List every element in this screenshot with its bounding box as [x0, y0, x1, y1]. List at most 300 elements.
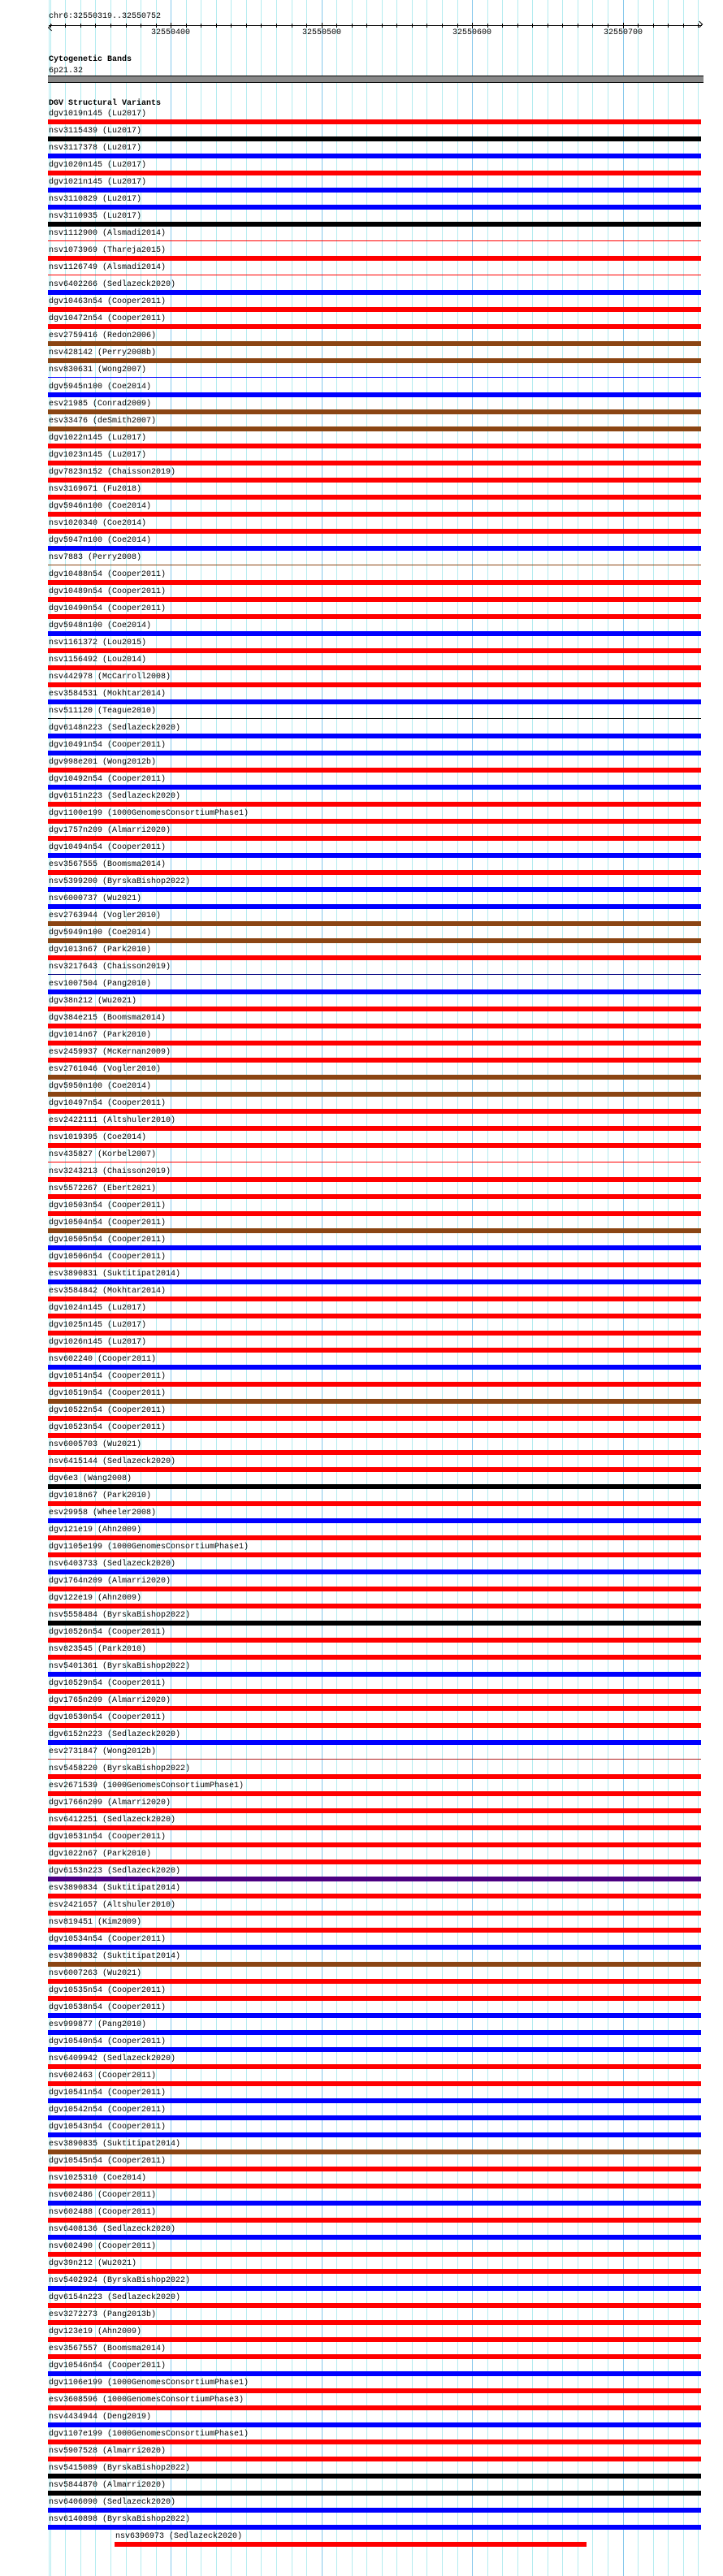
- sv-feature-row[interactable]: [0, 807, 723, 825]
- sv-feature-label[interactable]: esv3567555 (Boomsma2014): [49, 860, 167, 869]
- sv-feature-bar[interactable]: [48, 478, 701, 483]
- sv-feature-row[interactable]: [0, 296, 723, 313]
- sv-feature-bar[interactable]: [48, 2098, 701, 2103]
- sv-feature-row[interactable]: [0, 1353, 723, 1370]
- sv-feature-label[interactable]: dgv5945n100 (Coe2014): [49, 383, 152, 392]
- sv-feature-label[interactable]: esv2761046 (Vogler2010): [49, 1065, 162, 1074]
- sv-feature-bar[interactable]: [48, 1211, 701, 1216]
- sv-feature-label[interactable]: dgv10526n54 (Cooper2011): [49, 1628, 167, 1637]
- sv-feature-row[interactable]: [0, 1968, 723, 1985]
- sv-feature-label[interactable]: nsv5558484 (ByrskaBishop2022): [49, 1611, 191, 1620]
- sv-feature-bar[interactable]: [48, 1911, 701, 1916]
- sv-feature-row[interactable]: [0, 671, 723, 688]
- sv-feature-label[interactable]: dgv5948n100 (Coe2014): [49, 621, 152, 630]
- sv-feature-label[interactable]: nsv1156492 (Lou2014): [49, 656, 147, 665]
- sv-feature-bar[interactable]: [48, 1314, 701, 1318]
- sv-feature-row[interactable]: [0, 1541, 723, 1558]
- sv-feature-label[interactable]: dgv6153n223 (Sedlazeck2020): [49, 1867, 181, 1876]
- sv-feature-row[interactable]: [0, 2019, 723, 2036]
- sv-feature-label[interactable]: nsv602488 (Cooper2011): [49, 2208, 157, 2217]
- sv-feature-label[interactable]: nsv3169671 (Fu2018): [49, 485, 142, 494]
- sv-feature-label[interactable]: esv3890832 (Suktitipat2014): [49, 1952, 181, 1961]
- sv-feature-row[interactable]: [0, 1115, 723, 1132]
- sv-feature-row[interactable]: [0, 1985, 723, 2002]
- sv-feature-label[interactable]: nsv602486 (Cooper2011): [49, 2191, 157, 2200]
- sv-feature-label[interactable]: esv33476 (deSmith2007): [49, 417, 157, 426]
- sv-feature-row[interactable]: [0, 2172, 723, 2189]
- sv-feature-label[interactable]: dgv6152n223 (Sedlazeck2020): [49, 1730, 181, 1739]
- sv-feature-bar[interactable]: [48, 1808, 701, 1813]
- sv-feature-bar[interactable]: [48, 2184, 701, 2189]
- sv-feature-bar[interactable]: [48, 1759, 701, 1760]
- sv-feature-row[interactable]: [0, 2360, 723, 2377]
- sv-feature-bar[interactable]: [48, 324, 701, 329]
- sv-feature-bar[interactable]: [48, 1433, 701, 1438]
- sv-feature-row[interactable]: [0, 2087, 723, 2104]
- sv-feature-label[interactable]: dgv6154n223 (Sedlazeck2020): [49, 2293, 181, 2302]
- sv-feature-label[interactable]: esv2421657 (Altshuler2010): [49, 1901, 176, 1910]
- sv-feature-label[interactable]: dgv998e201 (Wong2012b): [49, 758, 157, 767]
- sv-feature-row[interactable]: [0, 1473, 723, 1490]
- sv-feature-label[interactable]: nsv6140898 (ByrskaBishop2022): [49, 2515, 191, 2524]
- sv-feature-bar[interactable]: [48, 205, 701, 210]
- sv-feature-label[interactable]: dgv6e3 (Wang2008): [49, 1474, 132, 1483]
- sv-feature-row[interactable]: [0, 1729, 723, 1746]
- sv-feature-bar[interactable]: [48, 154, 701, 158]
- sv-feature-row[interactable]: [0, 227, 723, 245]
- sv-feature-label[interactable]: nsv1019395 (Coe2014): [49, 1133, 147, 1142]
- sv-feature-bar[interactable]: [48, 2201, 701, 2206]
- sv-feature-row[interactable]: [0, 1848, 723, 1865]
- sv-feature-bar[interactable]: [48, 1348, 701, 1353]
- sv-feature-label[interactable]: dgv1764n209 (Almarri2020): [49, 1577, 171, 1586]
- sv-feature-row[interactable]: [0, 1183, 723, 1200]
- sv-feature-label[interactable]: dgv10535n54 (Cooper2011): [49, 1986, 167, 1995]
- sv-feature-bar[interactable]: [48, 1416, 701, 1421]
- sv-feature-bar[interactable]: [48, 1143, 701, 1148]
- sv-feature-bar[interactable]: [48, 2064, 701, 2069]
- sv-feature-label[interactable]: nsv1161372 (Lou2015): [49, 639, 147, 647]
- sv-feature-label[interactable]: esv2731847 (Wong2012b): [49, 1747, 157, 1756]
- sv-feature-row[interactable]: [0, 1592, 723, 1609]
- sv-feature-row[interactable]: [0, 2138, 723, 2155]
- sv-feature-row[interactable]: [0, 1456, 723, 1473]
- sv-feature-row[interactable]: [0, 1643, 723, 1660]
- sv-feature-bar[interactable]: [48, 2371, 701, 2376]
- sv-feature-row[interactable]: [0, 995, 723, 1012]
- sv-feature-bar[interactable]: [48, 785, 701, 790]
- sv-feature-bar[interactable]: [48, 1109, 701, 1114]
- sv-feature-row[interactable]: [0, 637, 723, 654]
- sv-feature-label[interactable]: esv3584531 (Mokhtar2014): [49, 690, 167, 699]
- sv-feature-row[interactable]: [0, 1916, 723, 1933]
- sv-feature-row[interactable]: [0, 2036, 723, 2053]
- sv-feature-bar[interactable]: [48, 377, 701, 378]
- sv-feature-label[interactable]: dgv5946n100 (Coe2014): [49, 502, 152, 511]
- sv-feature-bar[interactable]: [48, 1041, 701, 1046]
- sv-feature-row[interactable]: [0, 1336, 723, 1353]
- sv-feature-label[interactable]: dgv123e19 (Ahn2009): [49, 2327, 142, 2336]
- sv-feature-label[interactable]: esv2459937 (McKernan2009): [49, 1048, 171, 1057]
- sv-feature-label[interactable]: dgv10519n54 (Cooper2011): [49, 1389, 167, 1398]
- sv-feature-bar[interactable]: [48, 1842, 701, 1847]
- sv-feature-bar[interactable]: [48, 1825, 701, 1830]
- sv-feature-bar[interactable]: [48, 1569, 701, 1574]
- sv-feature-bar[interactable]: [48, 1092, 701, 1097]
- sv-feature-row[interactable]: [0, 1558, 723, 1575]
- sv-feature-label[interactable]: dgv10543n54 (Cooper2011): [49, 2123, 167, 2132]
- sv-feature-row[interactable]: [0, 790, 723, 807]
- sv-feature-bar[interactable]: [48, 1382, 701, 1387]
- sv-feature-bar[interactable]: [48, 648, 701, 653]
- sv-feature-label[interactable]: esv1007504 (Pang2010): [49, 980, 152, 989]
- sv-feature-row[interactable]: [0, 1780, 723, 1797]
- sv-feature-bar[interactable]: [48, 580, 701, 585]
- sv-feature-row[interactable]: [0, 535, 723, 552]
- sv-feature-label[interactable]: dgv1020n145 (Lu2017): [49, 161, 147, 170]
- sv-feature-row[interactable]: [0, 1865, 723, 1882]
- sv-feature-label[interactable]: dgv5950n100 (Coe2014): [49, 1082, 152, 1091]
- sv-feature-row[interactable]: [0, 842, 723, 859]
- sv-feature-bar[interactable]: [48, 2269, 701, 2274]
- sv-feature-label[interactable]: dgv1107e199 (1000GenomesConsortiumPhase1): [49, 2430, 249, 2439]
- sv-feature-label[interactable]: dgv10491n54 (Cooper2011): [49, 741, 167, 750]
- sv-feature-bar[interactable]: [48, 2474, 701, 2479]
- sv-feature-label[interactable]: dgv1021n145 (Lu2017): [49, 178, 147, 187]
- sv-feature-row[interactable]: [0, 739, 723, 756]
- sv-feature-bar[interactable]: [48, 1467, 701, 1472]
- sv-feature-row[interactable]: [0, 1831, 723, 1848]
- sv-feature-row[interactable]: [0, 1388, 723, 1405]
- sv-feature-bar[interactable]: [48, 974, 701, 975]
- sv-feature-bar[interactable]: [48, 188, 701, 193]
- sv-feature-row[interactable]: [0, 262, 723, 279]
- sv-feature-label[interactable]: nsv6007263 (Wu2021): [49, 1969, 142, 1978]
- sv-feature-row[interactable]: [0, 2394, 723, 2411]
- sv-feature-row[interactable]: [0, 620, 723, 637]
- sv-feature-bar[interactable]: [48, 1740, 701, 1745]
- sv-feature-bar[interactable]: [48, 2030, 701, 2035]
- sv-feature-row[interactable]: [0, 1626, 723, 1643]
- sv-feature-row[interactable]: [0, 1660, 723, 1678]
- sv-feature-label[interactable]: esv29958 (Wheeler2008): [49, 1509, 157, 1517]
- sv-feature-bar[interactable]: [48, 2150, 701, 2154]
- sv-feature-label[interactable]: dgv1022n67 (Park2010): [49, 1850, 152, 1859]
- sv-feature-row[interactable]: [0, 159, 723, 176]
- sv-feature-label[interactable]: nsv1025310 (Coe2014): [49, 2174, 147, 2183]
- sv-feature-label[interactable]: nsv602240 (Cooper2011): [49, 1355, 157, 1364]
- sv-feature-label[interactable]: nsv5401361 (ByrskaBishop2022): [49, 1662, 191, 1671]
- sv-feature-row[interactable]: [0, 415, 723, 432]
- sv-feature-bar[interactable]: [48, 2525, 701, 2530]
- sv-feature-row[interactable]: [0, 961, 723, 978]
- sv-feature-row[interactable]: [0, 125, 723, 142]
- sv-feature-bar[interactable]: [48, 2286, 701, 2291]
- sv-feature-label[interactable]: dgv1765n209 (Almarri2020): [49, 1696, 171, 1705]
- sv-feature-row[interactable]: [0, 927, 723, 944]
- sv-feature-bar[interactable]: [48, 938, 701, 943]
- sv-feature-bar[interactable]: [48, 887, 701, 892]
- sv-feature-bar[interactable]: [48, 1706, 701, 1711]
- sv-feature-label[interactable]: nsv823545 (Park2010): [49, 1645, 147, 1654]
- sv-feature-label[interactable]: esv21985 (Conrad2009): [49, 400, 152, 409]
- sv-feature-row[interactable]: [0, 722, 723, 739]
- sv-feature-row[interactable]: [0, 2326, 723, 2343]
- sv-feature-row[interactable]: [0, 2309, 723, 2326]
- sv-feature-bar[interactable]: [48, 1979, 701, 1984]
- sv-feature-bar[interactable]: [48, 1126, 701, 1131]
- sv-feature-row[interactable]: [0, 245, 723, 262]
- sv-feature-bar[interactable]: [48, 1245, 701, 1250]
- sv-feature-label[interactable]: dgv10514n54 (Cooper2011): [49, 1372, 167, 1381]
- sv-feature-label[interactable]: nsv6412251 (Sedlazeck2020): [49, 1816, 176, 1825]
- sv-feature-row[interactable]: [0, 176, 723, 193]
- sv-feature-row[interactable]: [0, 705, 723, 722]
- sv-feature-row[interactable]: [0, 483, 723, 500]
- sv-feature-bar[interactable]: [48, 2218, 701, 2223]
- sv-feature-bar[interactable]: [48, 2508, 701, 2513]
- sv-feature-row[interactable]: [0, 1268, 723, 1285]
- sv-feature-bar[interactable]: [48, 1962, 701, 1967]
- sv-feature-bar[interactable]: [48, 1279, 701, 1284]
- sv-feature-label[interactable]: nsv6005703 (Wu2021): [49, 1440, 142, 1449]
- cytoband-bar[interactable]: [48, 76, 704, 83]
- sv-feature-bar[interactable]: [48, 409, 701, 414]
- sv-feature-bar[interactable]: [48, 597, 701, 602]
- sv-feature-label[interactable]: dgv1018n67 (Park2010): [49, 1491, 152, 1500]
- sv-feature-label[interactable]: dgv1022n145 (Lu2017): [49, 434, 147, 443]
- sv-feature-row[interactable]: [0, 1098, 723, 1115]
- sv-feature-label[interactable]: dgv10472n54 (Cooper2011): [49, 314, 167, 323]
- sv-feature-bar[interactable]: [48, 256, 701, 261]
- sv-feature-row[interactable]: [0, 756, 723, 773]
- sv-feature-row[interactable]: [0, 1422, 723, 1439]
- sv-feature-row[interactable]: [0, 859, 723, 876]
- sv-feature-bar[interactable]: [48, 1365, 701, 1370]
- sv-feature-row[interactable]: [0, 1524, 723, 1541]
- sv-feature-label[interactable]: dgv384e215 (Boomsma2014): [49, 1014, 167, 1023]
- sv-feature-label[interactable]: dgv10503n54 (Cooper2011): [49, 1201, 167, 1210]
- sv-feature-bar[interactable]: [48, 2115, 701, 2120]
- sv-feature-bar[interactable]: [48, 1177, 701, 1182]
- sv-feature-bar[interactable]: [48, 1774, 701, 1779]
- sv-feature-label[interactable]: dgv10540n54 (Cooper2011): [49, 2037, 167, 2046]
- sv-feature-row[interactable]: [0, 1763, 723, 1780]
- sv-feature-label[interactable]: nsv511120 (Teague2010): [49, 707, 157, 716]
- sv-feature-bar[interactable]: [48, 2440, 701, 2444]
- sv-feature-label[interactable]: esv3890834 (Suktitipat2014): [49, 1884, 181, 1893]
- sv-feature-row[interactable]: [0, 1370, 723, 1388]
- sv-feature-label[interactable]: dgv1014n67 (Park2010): [49, 1031, 152, 1040]
- sv-feature-row[interactable]: [0, 2155, 723, 2172]
- sv-feature-row[interactable]: [0, 2496, 723, 2513]
- sv-feature-bar[interactable]: [48, 819, 701, 824]
- sv-feature-label[interactable]: dgv10494n54 (Cooper2011): [49, 843, 167, 852]
- sv-feature-row[interactable]: [0, 1490, 723, 1507]
- sv-feature-row[interactable]: [0, 193, 723, 210]
- sv-feature-bar[interactable]: [48, 904, 701, 909]
- sv-feature-bar[interactable]: [48, 1058, 701, 1063]
- sv-feature-bar[interactable]: [48, 2132, 701, 2137]
- sv-feature-bar[interactable]: [48, 1552, 701, 1557]
- sv-feature-bar[interactable]: [48, 853, 701, 858]
- sv-feature-bar[interactable]: [48, 631, 701, 636]
- sv-feature-row[interactable]: [0, 2070, 723, 2087]
- sv-feature-bar[interactable]: [48, 307, 701, 312]
- sv-feature-row[interactable]: [0, 1132, 723, 1149]
- sv-feature-row[interactable]: [0, 330, 723, 347]
- sv-feature-row[interactable]: [0, 1302, 723, 1319]
- sv-feature-row[interactable]: [0, 398, 723, 415]
- sv-feature-bar[interactable]: [48, 358, 701, 363]
- sv-feature-row[interactable]: [0, 1319, 723, 1336]
- sv-feature-label[interactable]: dgv10546n54 (Cooper2011): [49, 2362, 167, 2370]
- sv-feature-label[interactable]: nsv6408136 (Sedlazeck2020): [49, 2225, 176, 2234]
- sv-feature-bar[interactable]: [48, 2354, 701, 2359]
- sv-feature-bar[interactable]: [48, 699, 701, 704]
- sv-feature-label[interactable]: dgv5949n100 (Coe2014): [49, 929, 152, 937]
- sv-feature-row[interactable]: [0, 2531, 723, 2548]
- sv-feature-label[interactable]: esv3890835 (Suktitipat2014): [49, 2140, 181, 2149]
- sv-feature-label[interactable]: dgv10545n54 (Cooper2011): [49, 2157, 167, 2166]
- sv-feature-row[interactable]: [0, 2445, 723, 2462]
- sv-feature-row[interactable]: [0, 500, 723, 517]
- sv-feature-row[interactable]: [0, 466, 723, 483]
- sv-feature-label[interactable]: dgv10531n54 (Cooper2011): [49, 1833, 167, 1842]
- sv-feature-bar[interactable]: [48, 1621, 701, 1626]
- sv-feature-bar[interactable]: [48, 2320, 701, 2325]
- sv-feature-label[interactable]: dgv10530n54 (Cooper2011): [49, 1713, 167, 1722]
- sv-feature-label[interactable]: esv3608596 (1000GenomesConsortiumPhase3): [49, 2396, 245, 2405]
- sv-feature-bar[interactable]: [48, 1484, 701, 1489]
- sv-feature-label[interactable]: dgv1106e199 (1000GenomesConsortiumPhase1): [49, 2379, 249, 2388]
- sv-feature-label[interactable]: dgv10490n54 (Cooper2011): [49, 604, 167, 613]
- sv-feature-bar[interactable]: [48, 2081, 701, 2086]
- sv-feature-row[interactable]: [0, 2240, 723, 2258]
- sv-feature-row[interactable]: [0, 2121, 723, 2138]
- sv-feature-row[interactable]: [0, 1933, 723, 1950]
- sv-feature-label[interactable]: nsv4434944 (Deng2019): [49, 2413, 152, 2422]
- sv-feature-bar[interactable]: [48, 1007, 701, 1011]
- sv-feature-row[interactable]: [0, 108, 723, 125]
- sv-feature-label[interactable]: dgv1757n209 (Almarri2020): [49, 826, 171, 835]
- sv-feature-bar[interactable]: [48, 1996, 701, 2001]
- coordinate-ruler[interactable]: [0, 0, 723, 41]
- sv-feature-label[interactable]: nsv602463 (Cooper2011): [49, 2072, 157, 2080]
- sv-feature-row[interactable]: [0, 2428, 723, 2445]
- sv-feature-bar[interactable]: [48, 1604, 701, 1608]
- sv-feature-row[interactable]: [0, 910, 723, 927]
- sv-feature-label[interactable]: nsv442978 (McCarroll2008): [49, 673, 171, 682]
- sv-feature-row[interactable]: [0, 432, 723, 449]
- sv-feature-label[interactable]: nsv602490 (Cooper2011): [49, 2242, 157, 2251]
- sv-feature-row[interactable]: [0, 552, 723, 569]
- sv-feature-bar[interactable]: [48, 2388, 701, 2393]
- sv-feature-label[interactable]: nsv1112900 (Alsmadi2014): [49, 229, 167, 238]
- sv-feature-bar[interactable]: [48, 2337, 701, 2342]
- sv-feature-row[interactable]: [0, 1285, 723, 1302]
- sv-feature-label[interactable]: nsv3117378 (Lu2017): [49, 144, 142, 153]
- sv-feature-label[interactable]: nsv5907528 (Almarri2020): [49, 2447, 167, 2456]
- sv-feature-bar[interactable]: [48, 1877, 701, 1881]
- sv-feature-bar[interactable]: [48, 2303, 701, 2308]
- sv-feature-bar[interactable]: [48, 1024, 701, 1028]
- sv-feature-row[interactable]: [0, 978, 723, 995]
- sv-feature-bar[interactable]: [48, 529, 701, 534]
- sv-feature-label[interactable]: nsv6409942 (Sedlazeck2020): [49, 2054, 176, 2063]
- sv-feature-bar[interactable]: [48, 1535, 701, 1540]
- sv-feature-row[interactable]: [0, 1507, 723, 1524]
- sv-feature-label[interactable]: nsv1020340 (Coe2014): [49, 519, 147, 528]
- sv-feature-label[interactable]: nsv3110829 (Lu2017): [49, 195, 142, 204]
- sv-feature-label[interactable]: esv2671539 (1000GenomesConsortiumPhase1): [49, 1782, 245, 1790]
- sv-feature-label[interactable]: nsv5399200 (ByrskaBishop2022): [49, 877, 191, 886]
- sv-feature-bar[interactable]: [48, 512, 701, 517]
- sv-feature-row[interactable]: [0, 1080, 723, 1098]
- sv-feature-label[interactable]: dgv10492n54 (Cooper2011): [49, 775, 167, 784]
- sv-feature-label[interactable]: dgv6151n223 (Sedlazeck2020): [49, 792, 181, 801]
- sv-feature-bar[interactable]: [48, 2491, 701, 2496]
- sv-feature-bar[interactable]: [48, 1945, 701, 1950]
- sv-feature-bar[interactable]: [48, 1689, 701, 1694]
- sv-feature-bar[interactable]: [48, 1450, 701, 1455]
- sv-feature-label[interactable]: dgv6148n223 (Sedlazeck2020): [49, 724, 181, 733]
- sv-feature-bar[interactable]: [48, 546, 701, 551]
- sv-feature-bar[interactable]: [48, 768, 701, 773]
- sv-feature-label[interactable]: dgv10529n54 (Cooper2011): [49, 1679, 167, 1688]
- sv-feature-bar[interactable]: [48, 870, 701, 875]
- sv-feature-label[interactable]: nsv5572267 (Ebert2021): [49, 1184, 157, 1193]
- sv-feature-label[interactable]: dgv10497n54 (Cooper2011): [49, 1099, 167, 1108]
- sv-feature-label[interactable]: nsv5844870 (Almarri2020): [49, 2481, 167, 2490]
- sv-feature-row[interactable]: [0, 1797, 723, 1814]
- sv-feature-row[interactable]: [0, 1950, 723, 1968]
- sv-feature-bar[interactable]: [48, 989, 701, 994]
- sv-feature-row[interactable]: [0, 1046, 723, 1063]
- sv-feature-label[interactable]: nsv435827 (Korbel2007): [49, 1150, 157, 1159]
- sv-feature-row[interactable]: [0, 603, 723, 620]
- sv-feature-label[interactable]: esv999877 (Pang2010): [49, 2020, 147, 2029]
- sv-feature-label[interactable]: nsv5458220 (ByrskaBishop2022): [49, 1764, 191, 1773]
- sv-feature-row[interactable]: [0, 313, 723, 330]
- sv-feature-label[interactable]: dgv10541n54 (Cooper2011): [49, 2089, 167, 2098]
- sv-feature-bar[interactable]: [48, 1723, 701, 1728]
- sv-feature-bar[interactable]: [48, 1791, 701, 1796]
- sv-feature-bar[interactable]: [48, 751, 701, 755]
- sv-feature-row[interactable]: [0, 142, 723, 159]
- sv-feature-label[interactable]: dgv1013n67 (Park2010): [49, 946, 152, 955]
- sv-feature-row[interactable]: [0, 1899, 723, 1916]
- sv-feature-label[interactable]: dgv1023n145 (Lu2017): [49, 451, 147, 460]
- sv-feature-bar[interactable]: [48, 426, 701, 431]
- sv-feature-row[interactable]: [0, 1746, 723, 1763]
- sv-feature-bar[interactable]: [48, 1194, 701, 1199]
- sv-feature-row[interactable]: [0, 1882, 723, 1899]
- sv-feature-bar[interactable]: [48, 2422, 701, 2427]
- sv-feature-bar[interactable]: [48, 1228, 701, 1233]
- sv-feature-bar[interactable]: [48, 955, 701, 960]
- sv-feature-row[interactable]: [0, 825, 723, 842]
- sv-feature-bar[interactable]: [48, 341, 701, 346]
- sv-feature-row[interactable]: [0, 2479, 723, 2496]
- sv-feature-row[interactable]: [0, 381, 723, 398]
- sv-feature-row[interactable]: [0, 893, 723, 910]
- sv-feature-bar[interactable]: [48, 682, 701, 687]
- sv-feature-row[interactable]: [0, 586, 723, 603]
- sv-feature-bar[interactable]: [48, 171, 701, 175]
- sv-feature-row[interactable]: [0, 279, 723, 296]
- sv-feature-bar[interactable]: [48, 461, 701, 465]
